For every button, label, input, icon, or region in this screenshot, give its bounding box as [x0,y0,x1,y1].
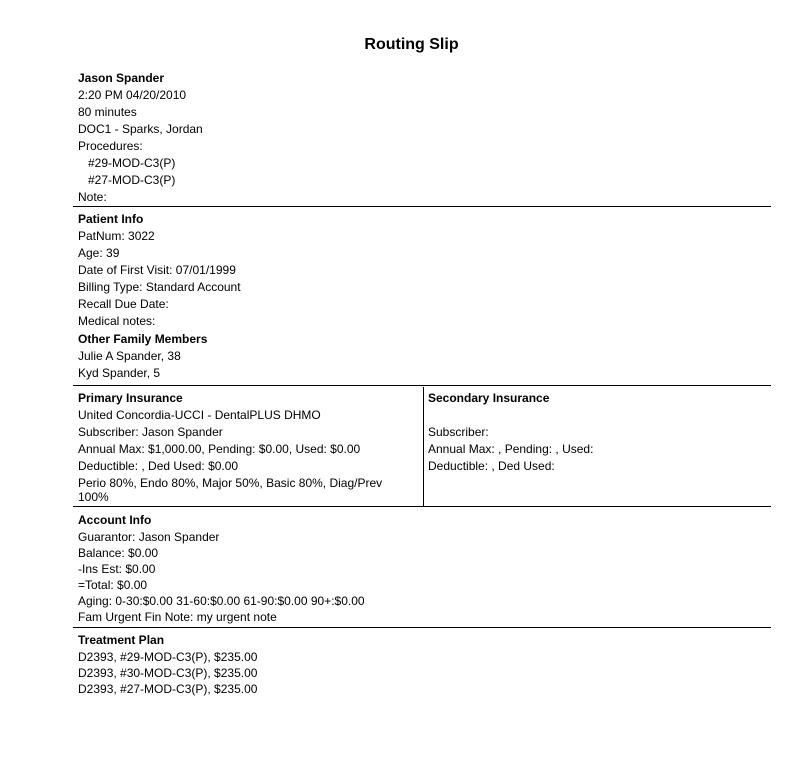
primary-annual-max: Annual Max: $1,000.00, Pending: $0.00, Used: $0.00 [78,442,361,456]
guarantor: Guarantor: Jason Spander [78,530,220,544]
family-member: Kyd Spander, 5 [78,366,161,380]
primary-insurance-section [78,390,424,506]
page-title: Routing Slip [364,36,459,53]
primary-subscriber: Subscriber: Jason Spander [78,425,223,439]
appointment-note: Note: [78,190,107,204]
billing-type: Billing Type: Standard Account [78,280,241,294]
primary-coverage-wrap: 100% [78,490,109,504]
appointment-datetime: 2:20 PM 04/20/2010 [78,88,187,102]
patient-age: Age: 39 [78,246,120,260]
divider [73,206,771,207]
ins-estimate: -Ins Est: $0.00 [78,562,156,576]
first-visit-date: Date of First Visit: 07/01/1999 [78,263,236,277]
secondary-subscriber: Subscriber: [428,425,489,439]
recall-due-date: Recall Due Date: [78,297,169,311]
patient-info-section [78,211,241,382]
patient-info-heading: Patient Info [78,212,144,226]
total: =Total: $0.00 [78,578,148,592]
appointment-section [78,70,203,206]
appointment-length: 80 minutes [78,105,137,119]
treatment-item: D2393, #29-MOD-C3(P), $235.00 [78,650,258,664]
divider [73,506,771,507]
treatment-plan-heading: Treatment Plan [78,633,165,647]
appointment-provider: DOC1 - Sparks, Jordan [78,122,203,136]
medical-notes: Medical notes: [78,314,156,328]
account-info-heading: Account Info [78,513,152,527]
balance: Balance: $0.00 [78,546,159,560]
family-heading: Other Family Members [78,332,208,346]
treatment-item: D2393, #27-MOD-C3(P), $235.00 [78,682,258,696]
secondary-deductible: Deductible: , Ded Used: [428,459,555,473]
secondary-annual-max: Annual Max: , Pending: , Used: [428,442,594,456]
primary-deductible: Deductible: , Ded Used: $0.00 [78,459,239,473]
primary-insurance-heading: Primary Insurance [78,391,183,405]
primary-carrier: United Concordia-UCCI - DentalPLUS DHMO [78,408,321,422]
patnum: PatNum: 3022 [78,229,155,243]
account-info-section [78,512,365,625]
divider [73,627,771,628]
divider [73,385,771,386]
treatment-plan-section [78,632,257,697]
procedure-item: #29-MOD-C3(P) [88,156,176,170]
primary-coverage: Perio 80%, Endo 80%, Major 50%, Basic 80%, Diag/Prev [78,476,383,490]
secondary-insurance-section [428,390,593,475]
procedure-item: #27-MOD-C3(P) [88,173,176,187]
patient-name: Jason Spander [78,71,165,85]
aging: Aging: 0-30:$0.00 31-60:$0.00 61-90:$0.00 90+:$0.00 [78,594,365,608]
spacer [428,407,593,424]
secondary-insurance-heading: Secondary Insurance [428,391,550,405]
fam-urgent-note: Fam Urgent Fin Note: my urgent note [78,610,277,624]
family-member: Julie A Spander, 38 [78,349,181,363]
procedures-label: Procedures: [78,139,143,153]
treatment-item: D2393, #30-MOD-C3(P), $235.00 [78,666,258,680]
